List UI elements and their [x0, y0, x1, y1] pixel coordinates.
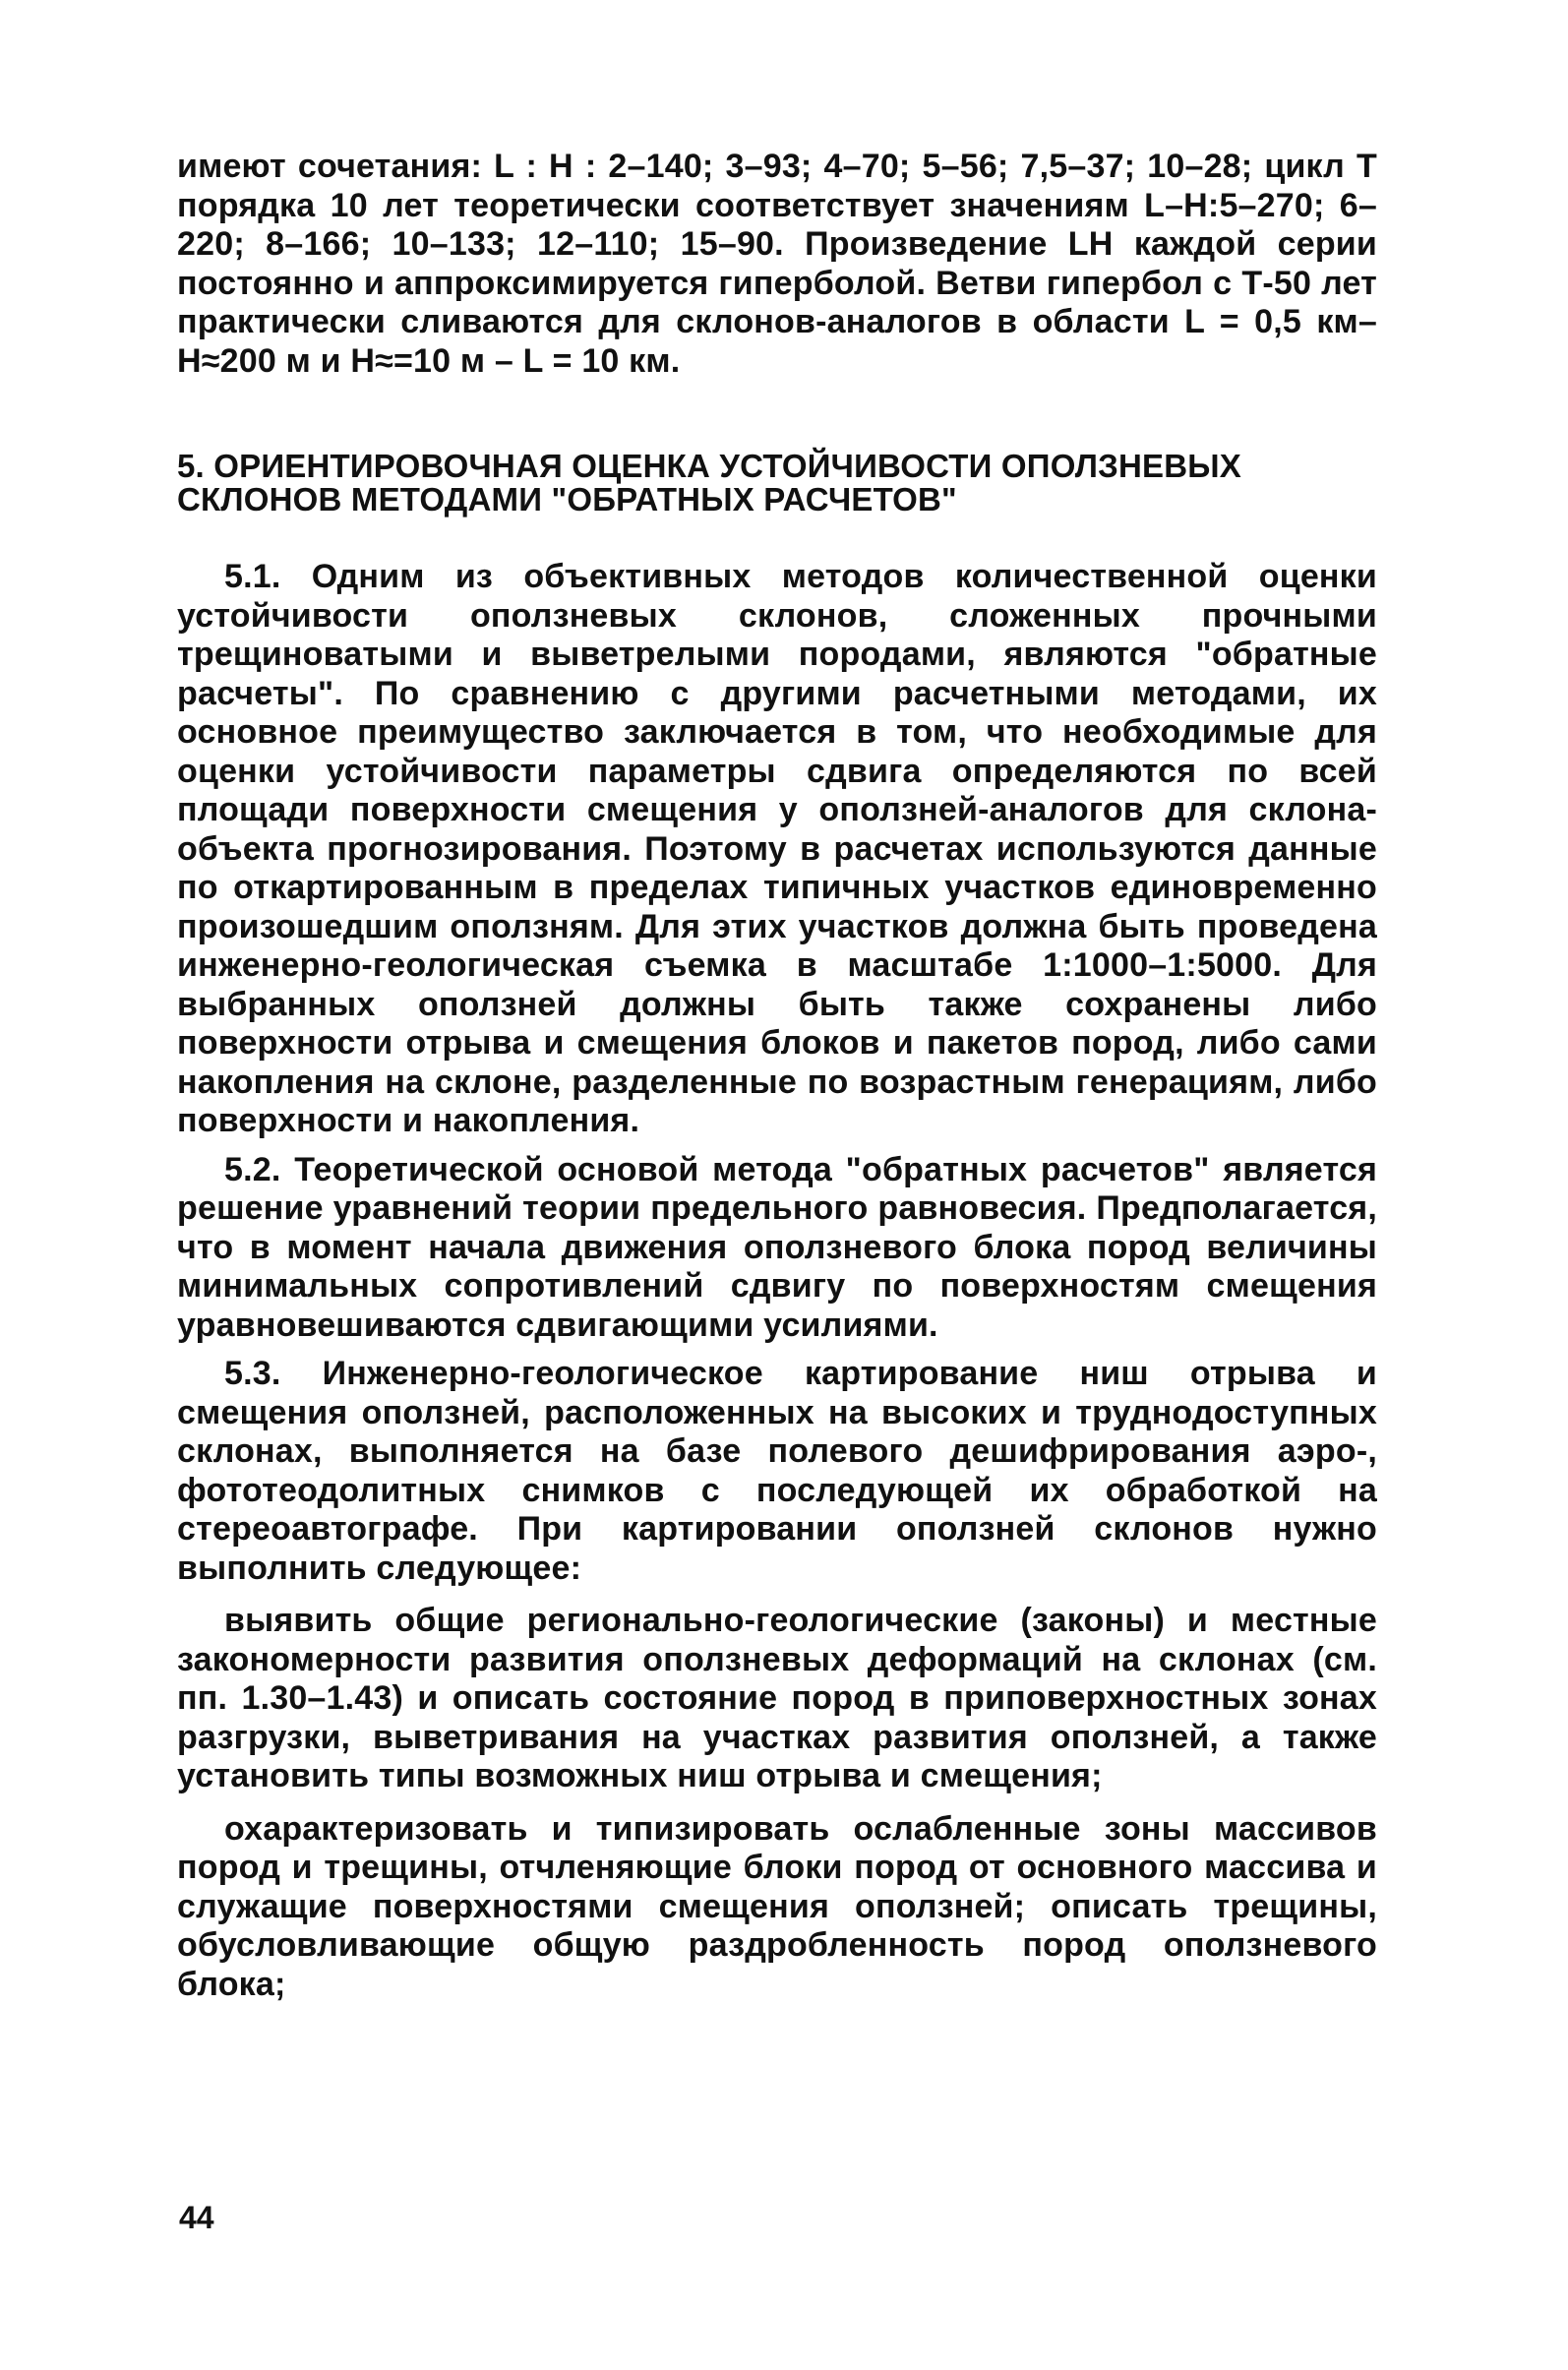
- page-number: 44: [179, 2200, 214, 2235]
- intro-paragraph: имеют сочетания: L : H : 2–140; 3–93; 4–70; 5–56; 7,5–37; 10–28; цикл Т порядка 10 лет теоретически соответствует значениям L–H:5–270; 6–220; 8–166; 10–133; 12–110; 15–90. Произведение LH каждой серии постоянно и аппроксимируется гиперболой. Ветви гипербол с Т-50 лет практически сливаются для склонов-аналогов в области L = 0,5 км–Н≈200 м и Н≈=10 м – L = 10 км.: [177, 148, 1377, 380]
- list-item-identify: выявить общие регионально-геологические (законы) и местные закономерности развития оползневых деформаций на склонах (см. пп. 1.30–1.43) и описать состояние пород в приповерхностных зонах разгрузки, выветривания на участках развития оползней, а также установить типы возможных ниш отрыва и смещения;: [177, 1602, 1377, 1794]
- paragraph-5-3: 5.3. Инженерно-геологическое картирование ниш отрыва и смещения оползней, расположенных на высоких и труднодоступных склонах, выполняется на базе полевого дешифрирования аэро-, фототеодолитных снимков с последующей их обработкой на стереоавтографе. При картировании оползней склонов нужно выполнить следующее:: [177, 1355, 1377, 1587]
- section-heading: 5. ОРИЕНТИРОВОЧНАЯ ОЦЕНКА УСТОЙЧИВОСТИ ОПОЛЗНЕВЫХ СКЛОНОВ МЕТОДАМИ "ОБРАТНЫХ РАСЧЕТОВ": [177, 448, 1241, 517]
- list-item-characterize: охарактеризовать и типизировать ослабленные зоны массивов пород и трещины, отчленяющие блоки пород от основного массива и служащие поверхностями смещения оползней; описать трещины, обусловливающие общую раздробленность пород оползневого блока;: [177, 1809, 1377, 2003]
- document-page: [177, 148, 1377, 2004]
- paragraph-5-1: 5.1. Одним из объективных методов количественной оценки устойчивости оползневых склонов, сложенных прочными трещиноватыми и выветрелыми породами, являются "обратные расчеты". По сравнению с другими расчетными методами, их основное преимущество заключается в том, что необходимые для оценки устойчивости параметры сдвига определяются по всей площади поверхности смещения у оползней-аналогов для склона-объекта прогнозирования. Поэтому в расчетах используются данные по откартированным в пределах типичных участков единовременно произошедшим оползням. Для этих участков должна быть проведена инженерно-геологическая съемка в масштабе 1:1000–1:5000. Для выбранных оползней должны быть также сохранены либо поверхности отрыва и смещения блоков и пакетов пород, либо сами накопления на склоне, разделенные по возрастным генерациям, либо поверхности и накопления.: [177, 558, 1377, 1139]
- paragraph-5-2: 5.2. Теоретической основой метода "обратных расчетов" является решение уравнений теории предельного равновесия. Предполагается, что в момент начала движения оползневого блока пород величины минимальных сопротивлений сдвигу по поверхностям смещения уравновешиваются сдвигающими усилиями.: [177, 1150, 1377, 1344]
